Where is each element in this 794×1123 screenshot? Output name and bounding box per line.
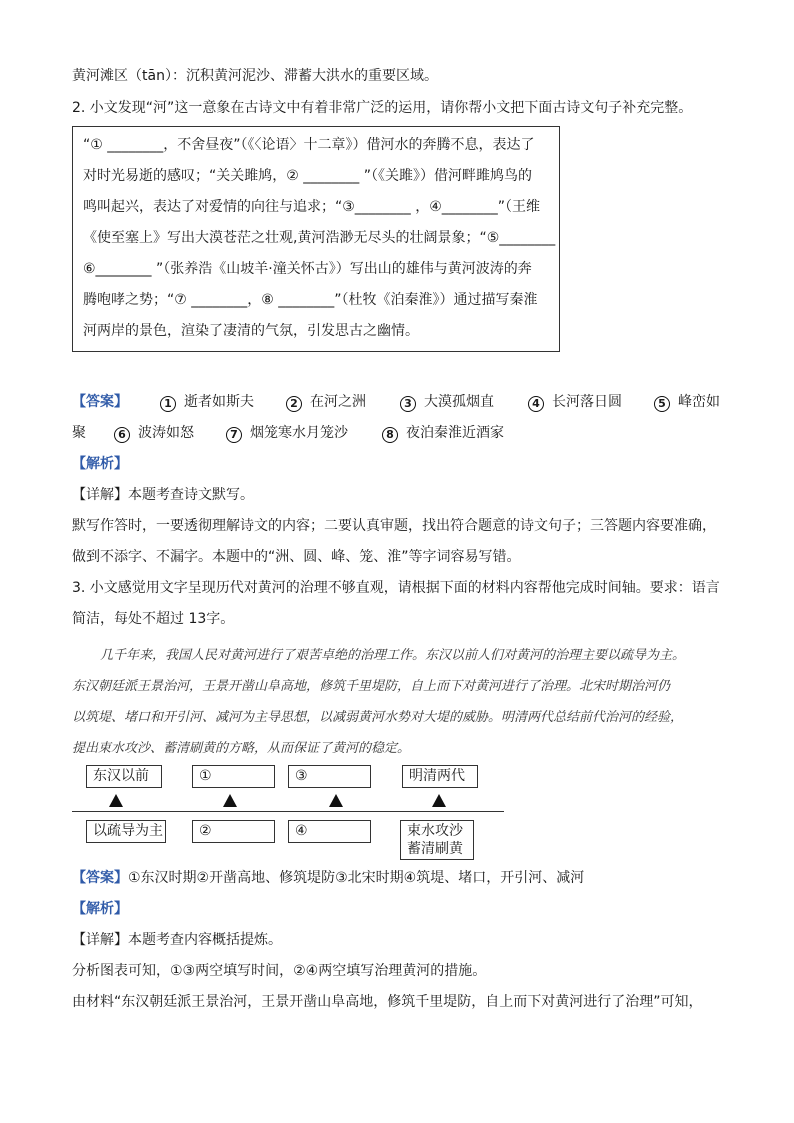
q2-answer-label: 【答案】 <box>72 394 128 410</box>
q2-answer-4 <box>528 392 622 412</box>
q3-prompt-line-1: 3. 小文感觉用文字呈现历代对黄河的治理不够直观，请根据下面的材料内容帮他完成时间轴。要求：语言 <box>72 580 720 596</box>
q3-analysis-label: 【解析】 <box>72 901 128 917</box>
q3-explain-line-1: 分析图表可知，①③两空填写时间，②④两空填写治理黄河的措施。 <box>72 963 487 979</box>
timeline-arrow-4 <box>432 794 446 807</box>
q2-answer-5 <box>654 392 720 412</box>
answer-text: 烟笼寒水月笼沙 <box>250 425 348 441</box>
timeline-arrow-2 <box>223 794 237 807</box>
circle-number: 1 <box>160 396 176 412</box>
q2-answer-1 <box>160 392 254 412</box>
q2-answer-6 <box>114 423 194 443</box>
q3-detail-line: 【详解】本题考查内容概括提炼。 <box>72 932 282 948</box>
q3-prompt-line-2: 简洁，每处不超过 13字。 <box>72 611 235 627</box>
intro-line: 黄河滩区（tān）：沉积黄河泥沙、滞蓄大洪水的重要区域。 <box>72 68 438 84</box>
timeline-bottom-box-4-line-2: 蓄清刷黄 <box>407 841 463 857</box>
q2-box-line-1: “① ________，不舍昼夜”（《〈论语〉十二章》）借河水的奔腾不息，表达了 <box>83 137 535 153</box>
circle-number: 2 <box>286 396 302 412</box>
timeline-top-box-1: 东汉以前 <box>86 765 162 788</box>
timeline-bottom-box-2: ② <box>192 820 275 843</box>
q3-answer <box>72 868 584 888</box>
q3-material-line-2: 东汉朝廷派王景治河，王景开凿山阜高地，修筑千里堤防，自上而下对黄河进行了治理。北宋时期治河仍 <box>72 679 671 694</box>
answer-text: 大漠孤烟直 <box>424 394 494 410</box>
timeline-arrow-3 <box>329 794 343 807</box>
q2-answer-8 <box>382 423 504 443</box>
circle-number: 4 <box>528 396 544 412</box>
q2-answer-5-cont: 聚 <box>72 425 86 441</box>
q3-material-line-4: 提出束水攻沙、蓄清刷黄的方略，从而保证了黄河的稳定。 <box>72 741 411 756</box>
timeline-bottom-box-4-line-1: 束水攻沙 <box>407 823 463 839</box>
timeline-top-box-4: 明清两代 <box>402 765 478 788</box>
q2-analysis-label: 【解析】 <box>72 456 128 472</box>
q2-answer-2 <box>286 392 366 412</box>
circle-number: 5 <box>654 396 670 412</box>
q3-explain-line-2: 由材料“东汉朝廷派王景治河，王景开凿山阜高地，修筑千里堤防，自上而下对黄河进行了治理”可知， <box>72 994 703 1010</box>
timeline-top-box-2: ① <box>192 765 275 788</box>
circle-number: 8 <box>382 427 398 443</box>
q2-box-line-3: 鸣叫起兴，表达了对爱情的向往与追求；“③________ ，④________”（王维 <box>83 199 541 215</box>
answer-text: 峰峦如 <box>678 394 720 410</box>
q3-material-line-1: 几千年来，我国人民对黄河进行了艰苦卓绝的治理工作。东汉以前人们对黄河的治理主要以疏导为主。 <box>100 648 686 663</box>
timeline-axis <box>72 811 504 812</box>
q3-answer-text: ①东汉时期②开凿高地、修筑堤防③北宋时期④筑堤、堵口，开引河、减河 <box>128 870 585 886</box>
q2-box-line-2: 对时光易逝的感叹；“关关雎鸠，② ________ ”（《关雎》）借河畔雎鸠鸟的 <box>83 168 532 184</box>
q2-box-line-4: 《使至塞上》写出大漠苍茫之壮观,黄河浩渺无尽头的壮阔景象；“⑤________ <box>83 230 556 246</box>
answer-text: 夜泊秦淮近酒家 <box>406 425 504 441</box>
timeline-top-box-3: ③ <box>288 765 371 788</box>
circle-number: 7 <box>226 427 242 443</box>
q2-answer-7 <box>226 423 348 443</box>
q2-poem-box <box>72 126 560 352</box>
circle-number: 3 <box>400 396 416 412</box>
answer-text: 长河落日圆 <box>552 394 622 410</box>
timeline-bottom-box-4 <box>400 820 474 860</box>
q2-box-line-6: 腾咆哮之势；“⑦ ________，⑧ ________”（杜牧《泊秦淮》）通过描写秦淮 <box>83 292 538 308</box>
answer-text: 逝者如斯夫 <box>184 394 254 410</box>
answer-text: 波涛如怒 <box>138 425 194 441</box>
q2-box-line-5: ⑥________ ”（张养浩《山坡羊·潼关怀古》）写出山的雄伟与黄河波涛的奔 <box>83 261 532 277</box>
timeline-bottom-box-3: ④ <box>288 820 371 843</box>
q3-material-line-3: 以筑堤、堵口和开引河、减河为主导思想，以减弱黄河水势对大堤的威胁。明清两代总结前代治河的经验， <box>72 710 684 725</box>
answer-text: 在河之洲 <box>310 394 366 410</box>
q2-prompt: 2. 小文发现“河”这一意象在古诗文中有着非常广泛的运用，请你帮小文把下面古诗文句子补充完整。 <box>72 100 693 116</box>
q3-answer-label: 【答案】 <box>72 870 128 886</box>
timeline-arrow-1 <box>109 794 123 807</box>
q2-explain-line-2: 做到不添字、不漏字。本题中的“洲、圆、峰、笼、淮”等字词容易写错。 <box>72 549 521 565</box>
q2-box-line-7: 河两岸的景色，渲染了凄清的气氛，引发思古之幽情。 <box>83 323 419 339</box>
q2-explain-line-1: 默写作答时，一要透彻理解诗文的内容；二要认真审题，找出符合题意的诗文句子；三答题内容要准确， <box>72 518 716 534</box>
circle-number: 6 <box>114 427 130 443</box>
q2-answer-3 <box>400 392 494 412</box>
timeline-bottom-box-1: 以疏导为主 <box>86 820 166 843</box>
q2-detail-line: 【详解】本题考查诗文默写。 <box>72 487 254 503</box>
